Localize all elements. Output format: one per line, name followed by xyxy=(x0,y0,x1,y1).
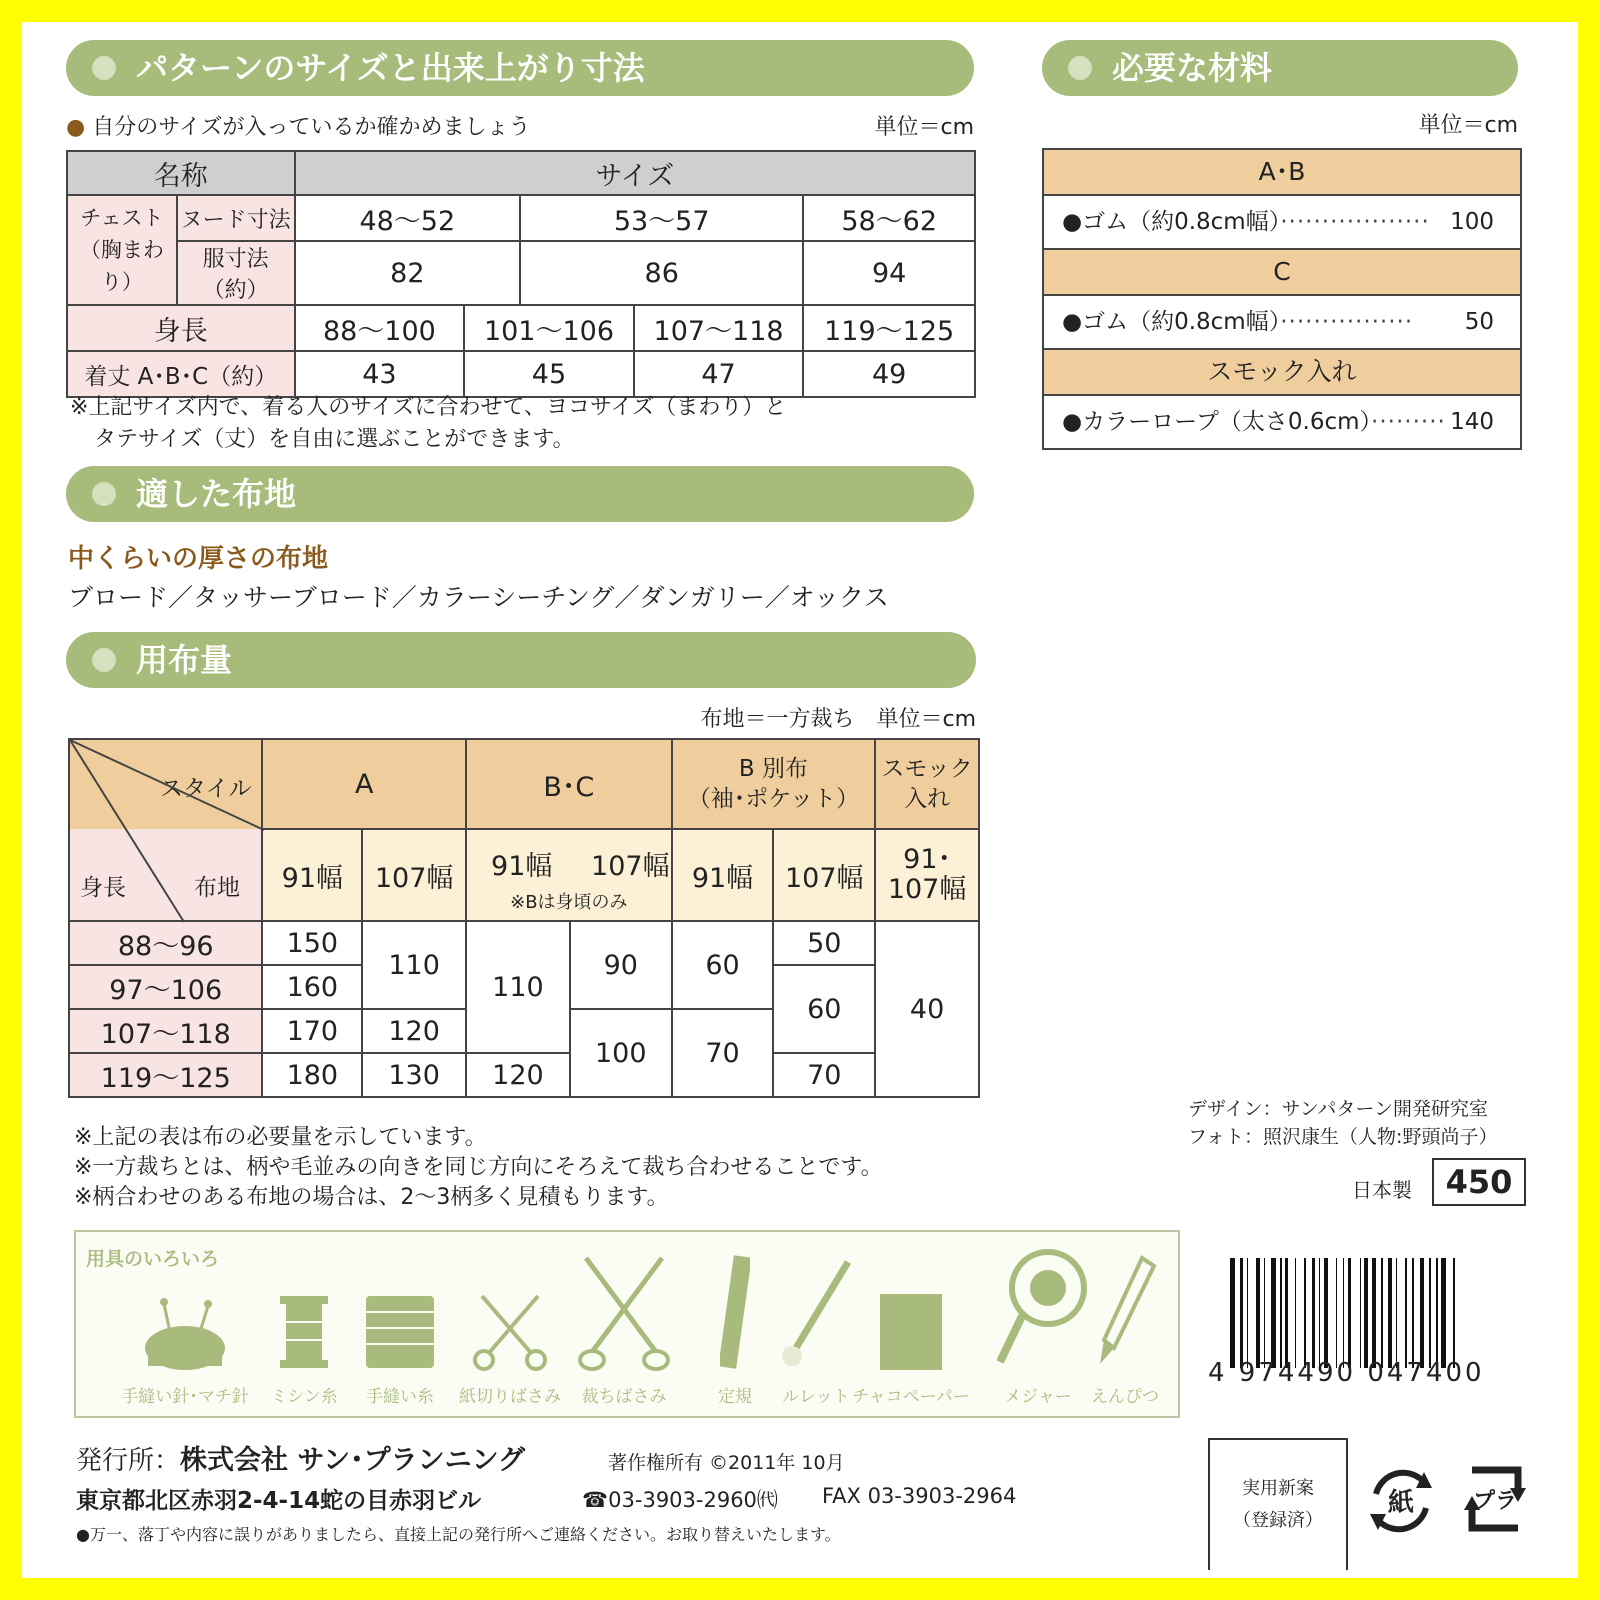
width-91: 91幅 xyxy=(262,829,362,921)
bullet-icon xyxy=(92,56,116,80)
yardage-value: 150 xyxy=(262,921,362,965)
length-label: 着丈 A･B･C（約） xyxy=(67,351,295,397)
materials-section-header xyxy=(1042,40,1518,96)
size-footnote: ※上記サイズ内で、着る人のサイズに合わせて、ヨコサイズ（まわり）と xyxy=(70,395,787,420)
garment-label: 服寸法（約） xyxy=(177,241,295,305)
yardage-value: 70 xyxy=(773,1053,875,1097)
hand-thread-icon xyxy=(362,1292,438,1407)
tools-title: 用具のいろいろ xyxy=(86,1248,220,1270)
fabric-label: 布地 xyxy=(194,875,240,901)
yardage-footnote: ※柄合わせのある布地の場合は、2～3柄多く見積もります。 xyxy=(74,1185,669,1210)
tool-label: ミシン糸 xyxy=(270,1387,338,1407)
barcode-bar xyxy=(1396,1258,1398,1368)
barcode-bar xyxy=(1264,1258,1266,1368)
size-footnote: タテサイズ（丈）を自由に選ぶことができます。 xyxy=(94,427,575,452)
style-label: スタイル xyxy=(160,776,252,802)
b-separate-header: B 別布 （袖･ポケット） xyxy=(672,739,876,829)
yardage-footnote: ※上記の表は布の必要量を示しています。 xyxy=(74,1125,487,1150)
fabric-section-title: 適した布地 xyxy=(136,475,297,513)
height-range: 107～118 xyxy=(634,305,804,351)
barcode-bar xyxy=(1372,1258,1377,1368)
barcode-bar xyxy=(1436,1258,1438,1368)
paper-scissors-icon xyxy=(459,1292,561,1407)
height-row: 119～125 xyxy=(69,1053,262,1097)
chalk-paper-icon xyxy=(852,1292,970,1407)
size-note: ● 自分のサイズが入っているか確かめましょう xyxy=(66,115,531,140)
copyright: 著作権所有 ©2011年 10月 xyxy=(608,1452,845,1474)
fabric-scissors-icon xyxy=(576,1252,672,1407)
barcode-bar xyxy=(1312,1258,1315,1368)
photo-credit: フォト：照沢康生（人物:野頭尚子） xyxy=(1188,1126,1498,1148)
barcode-bar xyxy=(1280,1258,1282,1368)
bc-note: ※Bは身頃のみ xyxy=(510,892,628,913)
fabric-section-header xyxy=(66,466,974,522)
plastic-recycle-icon: プラ xyxy=(1454,1458,1536,1540)
barcode-bar xyxy=(1230,1258,1235,1368)
publisher-address: 東京都北区赤羽2-4-14蛇の目赤羽ビル xyxy=(76,1488,482,1514)
size-table xyxy=(66,150,976,398)
barcode-bar xyxy=(1324,1258,1329,1368)
tool-label: えんぴつ xyxy=(1091,1387,1159,1407)
height-label: 身長 xyxy=(80,875,126,901)
height-range: 101～106 xyxy=(464,305,634,351)
yardage-value: 110 xyxy=(362,921,466,1009)
materials-group: スモック入れ xyxy=(1044,350,1520,396)
materials-item: ●ゴム（約0.8cm幅）·················· 100 xyxy=(1044,196,1520,250)
barcode-bar xyxy=(1285,1258,1288,1368)
style-bc-header: B･C xyxy=(466,739,672,829)
barcode-bar xyxy=(1247,1258,1249,1368)
yardage-unit: 布地＝一方裁ち 単位＝cm xyxy=(700,707,976,732)
nude-size: 48～52 xyxy=(295,195,520,241)
tape-measure-icon xyxy=(988,1242,1088,1407)
style-a-header: A xyxy=(262,739,466,829)
tool-label: 手縫い糸 xyxy=(366,1387,434,1407)
publisher-name: 株式会社 サン･プランニング xyxy=(180,1445,526,1476)
barcode-bar xyxy=(1360,1258,1362,1368)
materials-item: ●カラーロープ（太さ0.6cm）········· 140 xyxy=(1062,409,1494,435)
barcode-bar xyxy=(1256,1258,1259,1368)
materials-unit: 単位＝cm xyxy=(1418,113,1518,138)
barcode-bar xyxy=(1271,1258,1276,1368)
yardage-value: 160 xyxy=(262,965,362,1009)
sewing-thread-icon xyxy=(270,1292,338,1407)
bc-width-cell: 91幅 107幅 ※Bは身頃のみ xyxy=(466,829,672,921)
corner-diagonal xyxy=(68,738,266,924)
width-91: 91幅 xyxy=(672,829,774,921)
yardage-value: 170 xyxy=(262,1009,362,1053)
bullet-icon xyxy=(92,482,116,506)
yardage-value: 120 xyxy=(466,1053,570,1097)
height-label: 身長 xyxy=(67,305,295,351)
tool-label: 裁ちばさみ xyxy=(581,1387,667,1407)
length-value: 45 xyxy=(464,351,634,397)
tool-label: 紙切りばさみ xyxy=(459,1387,561,1407)
garment-size: 82 xyxy=(295,241,520,305)
barcode-number: 4 974490 047400 xyxy=(1208,1358,1485,1388)
yardage-value: 90 xyxy=(570,921,672,1009)
yardage-value: 60 xyxy=(672,921,774,1009)
yardage-value: 70 xyxy=(672,1009,774,1097)
materials-section-title: 必要な材料 xyxy=(1112,49,1273,87)
tool-label: ルレット xyxy=(782,1387,850,1407)
garment-size: 94 xyxy=(803,241,975,305)
width-both: 91･ 107幅 xyxy=(875,829,979,921)
barcode-bar xyxy=(1319,1258,1321,1368)
barcode-bar xyxy=(1364,1258,1367,1368)
barcode-bar xyxy=(1453,1258,1455,1368)
barcode-bar xyxy=(1441,1258,1446,1368)
yardage-value: 180 xyxy=(262,1053,362,1097)
yardage-footnote: ※一方裁ちとは、柄や毛並みの向きを同じ方向にそろえて裁ち合わせることです。 xyxy=(74,1155,883,1180)
barcode-bar xyxy=(1336,1258,1338,1368)
barcode-bar xyxy=(1348,1258,1351,1368)
length-value: 43 xyxy=(295,351,465,397)
yardage-value: 50 xyxy=(773,921,875,965)
materials-table xyxy=(1042,148,1522,450)
dot-icon: ● xyxy=(66,115,86,140)
fabric-list: ブロード／タッサーブロード／カラーシーチング／ダンガリー／オックス xyxy=(68,583,889,612)
publisher-tel: ☎03-3903-2960㈹ xyxy=(582,1488,778,1512)
bullet-icon xyxy=(92,648,116,672)
design-credit: デザイン：サンパターン開発研究室 xyxy=(1188,1098,1489,1120)
publisher-line: 発行所：株式会社 サン･プランニング xyxy=(76,1445,526,1476)
nude-size: 58～62 xyxy=(803,195,975,241)
width-107: 107幅 xyxy=(773,829,875,921)
yardage-value: 40 xyxy=(875,921,979,1097)
tool-label: メジャー xyxy=(1004,1387,1072,1407)
length-value: 47 xyxy=(634,351,804,397)
size-header: サイズ xyxy=(295,151,975,195)
size-section-header xyxy=(66,40,974,96)
barcode-bar xyxy=(1381,1258,1383,1368)
tool-label: 定規 xyxy=(718,1387,752,1407)
product-number: 450 xyxy=(1432,1158,1526,1206)
bullet-icon xyxy=(1068,56,1092,80)
chest-label: チェスト （胸まわり） xyxy=(67,195,177,305)
barcode-bar xyxy=(1343,1258,1345,1368)
height-row: 97～106 xyxy=(69,965,262,1009)
publisher-notice: ●万一、落丁や内容に誤りがありましたら、直接上記の発行所へご連絡ください。お取り替えいたします。 xyxy=(76,1525,841,1544)
barcode-bar xyxy=(1405,1258,1407,1368)
made-in-label: 日本製 xyxy=(1352,1178,1412,1202)
paper-recycle-icon: 紙 xyxy=(1364,1464,1438,1538)
tool-label: チャコペーパー xyxy=(852,1387,970,1407)
nude-label: ヌード寸法 xyxy=(177,195,295,241)
width-107: 107幅 xyxy=(362,829,466,921)
barcode-bar xyxy=(1420,1258,1425,1368)
size-unit: 単位＝cm xyxy=(874,115,974,140)
yardage-value: 120 xyxy=(362,1009,466,1053)
barcode-bar xyxy=(1295,1258,1297,1368)
yardage-section-header xyxy=(66,632,976,688)
materials-group: C xyxy=(1044,250,1520,296)
yardage-value: 110 xyxy=(466,921,570,1053)
yardage-section-title: 用布量 xyxy=(136,641,233,679)
name-header: 名称 xyxy=(67,151,295,195)
tool-label: 手縫い針･マチ針 xyxy=(121,1387,249,1407)
yardage-value: 100 xyxy=(570,1009,672,1097)
publisher-fax: FAX 03-3903-2964 xyxy=(822,1484,1017,1508)
ruler-icon xyxy=(718,1252,752,1407)
barcode-bar xyxy=(1304,1258,1306,1368)
length-value: 49 xyxy=(803,351,975,397)
pincushion-icon xyxy=(121,1292,249,1407)
pencil-icon xyxy=(1090,1252,1160,1407)
materials-item: ●ゴム（約0.8cm幅）················ 50 xyxy=(1044,296,1520,350)
height-row: 107～118 xyxy=(69,1009,262,1053)
barcode-bar xyxy=(1388,1258,1391,1368)
height-range: 88～100 xyxy=(295,305,465,351)
patent-box: 実用新案 （登録済） xyxy=(1208,1438,1348,1570)
size-section-title: パターンのサイズと出来上がり寸法 xyxy=(136,49,645,87)
pattern-envelope-back xyxy=(22,22,1578,1578)
barcode-bar xyxy=(1429,1258,1431,1368)
nude-size: 53～57 xyxy=(520,195,803,241)
yardage-value: 60 xyxy=(773,965,875,1053)
barcode-bar xyxy=(1412,1258,1414,1368)
garment-size: 86 xyxy=(520,241,803,305)
smock-bag-header: スモック 入れ xyxy=(875,739,979,829)
tools-panel xyxy=(74,1230,1180,1418)
materials-group: A･B xyxy=(1044,150,1520,196)
height-row: 88～96 xyxy=(69,921,262,965)
yardage-value: 130 xyxy=(362,1053,466,1097)
height-range: 119～125 xyxy=(803,305,975,351)
barcode-bar xyxy=(1240,1258,1243,1368)
tracing-wheel-icon xyxy=(776,1252,856,1407)
fabric-subtitle: 中くらいの厚さの布地 xyxy=(68,544,329,574)
